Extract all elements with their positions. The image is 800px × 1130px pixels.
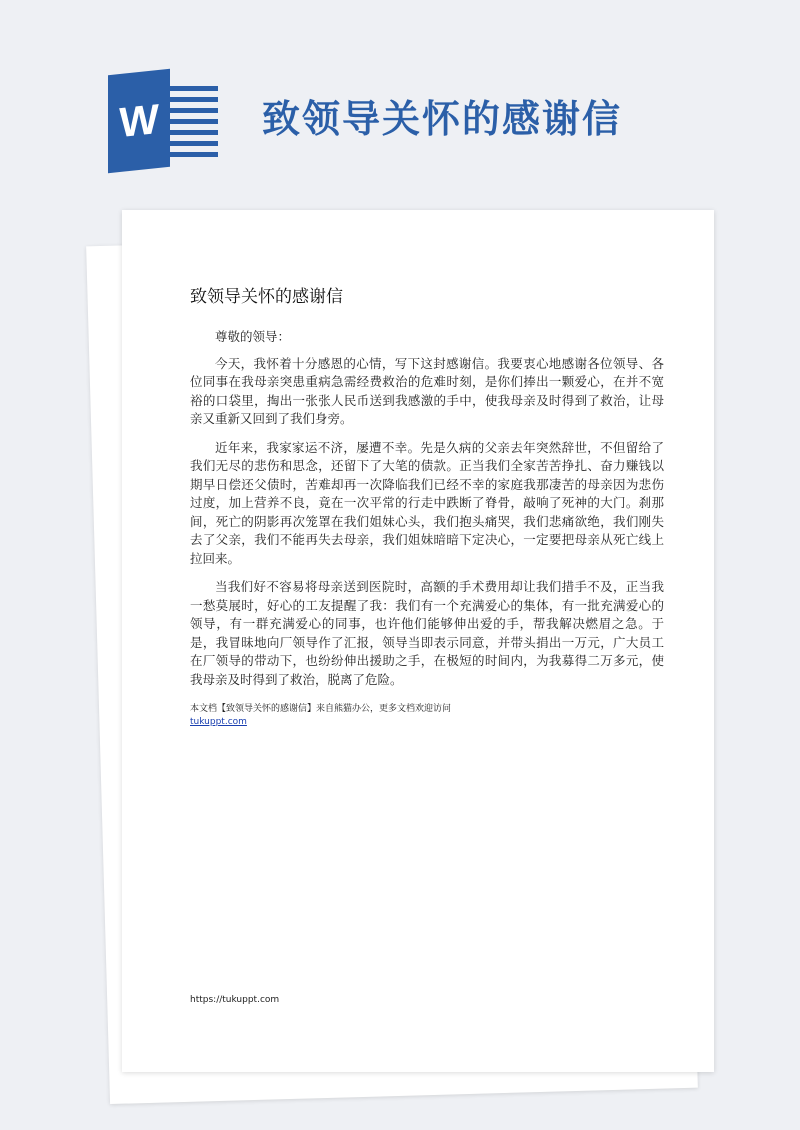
paragraph-2: 近年来，我家家运不济，屡遭不幸。先是久病的父亲去年突然辞世，不但留给了我们无尽的悲伤和思念，还留下了大笔的债款。正当我们全家苦苦挣扎、奋力赚钱以期早日偿还父债时，苦难却再一次降临我们已经不幸的家庭我那凄苦的母亲因为悲伤过度，加上营养不良，竟在一次平常的行走中跌断了脊骨，敲响了死神的大门。刹那间，死亡的阴影再次笼罩在我们姐妹心头，我们抱头痛哭，我们悲痛欲绝，我们刚失去了父亲，我们不能再失去母亲，我们姐妹暗暗下定决心，一定要把母亲从死亡线上拉回来。 [190, 439, 664, 566]
source-note [190, 703, 664, 729]
paragraph-1: 今天，我怀着十分感恩的心情，写下这封感谢信。我要衷心地感谢各位领导、各位同事在我母亲突患重病急需经费救治的危难时刻，是你们捧出一颗爱心，在并不宽裕的口袋里，掏出一张张人民币送到我感激的手中，使我母亲及时得到了救治，让母亲又重新又回到了我们身旁。 [190, 355, 664, 426]
word-icon-badge: W [108, 69, 170, 174]
source-note-text: 本文档【致领导关怀的感谢信】来自熊猫办公，更多文档欢迎访问 [190, 704, 452, 714]
word-document-icon [108, 72, 220, 170]
document-page [122, 210, 714, 1072]
footer-url[interactable]: https://tukuppt.com [190, 995, 280, 1005]
paragraph-3: 当我们好不容易将母亲送到医院时，高额的手术费用却让我们措手不及，正当我一愁莫展时，好心的工友提醒了我：我们有一个充满爱心的集体，有一批充满爱心的领导，有一群充满爱心的同事，也许他们能够伸出爱的手，帮我解决燃眉之急。于是，我冒昧地向厂领导作了汇报，领导当即表示同意，并带头捐出一万元，广大员工在厂领导的带动下，也纷纷伸出援助之手，在极短的时间内，为我募得二万多元，使我母亲及时得到了救治，脱离了危险。 [190, 579, 664, 687]
header-title: 致领导关怀的感谢信 [262, 97, 623, 141]
word-icon-lines [164, 86, 218, 164]
page-header [0, 0, 800, 200]
source-link[interactable]: tukuppt.com [190, 717, 247, 727]
document-title: 致领导关怀的感谢信 [190, 287, 343, 307]
greeting: 尊敬的领导： [215, 329, 291, 344]
document-body [190, 328, 664, 699]
